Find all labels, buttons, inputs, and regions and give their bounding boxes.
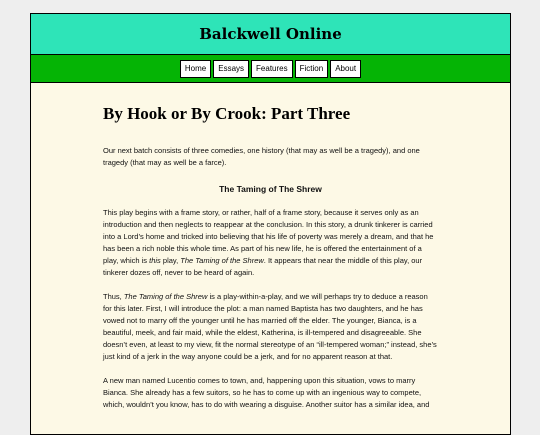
article-content bbox=[31, 103, 510, 411]
nav-home-link[interactable]: Home bbox=[180, 60, 211, 78]
nav-essays-link[interactable]: Essays bbox=[213, 60, 249, 78]
emphasis-text: this bbox=[149, 256, 161, 265]
paragraph-text: This play begins with a frame story, or rather, half of a frame story, because it serves only as an introduction and then neglects to reappear at the conclusion. In this story, a drunk tinkerer is carried into a Lord’s home and tricked into believing that his life of poverty was merely a dream, and that he has been a rich noble this whole time. As part of his new life, he is offered the entertainment of a play, which is bbox=[103, 208, 434, 265]
paragraph-text: is a play-within-a-play, and we will perhaps try to deduce a reason for this later. First, I will introduce the plot: a man named Baptista has two daughters, and he has vowed not to marry off the younger until he has married off the elder. The younger, Bianca, is a beautiful, meek, and fair maid, while the eldest, Katherina, is ill-tempered and disagreeable. She doesn’t even, at least to my view, fit the normal stereotype of an “ill-tempered woman;” instead, she’s just kind of a jerk in the way anyone could be a jerk, and for no apparent reason at that. bbox=[103, 292, 437, 361]
article-paragraph-1 bbox=[103, 207, 438, 279]
site-header bbox=[31, 14, 510, 55]
article-paragraph-3: A new man named Lucentio comes to town, and, happening upon this situation, vows to marry Bianca. She already has a few suitors, so he has to come up with an ingenious way to compete, which, wouldn’t you know, has to do with wearing a disguise. Another suitor has a similar idea, and bbox=[103, 376, 430, 409]
article-title: By Hook or By Crook: Part Three bbox=[103, 104, 351, 123]
page-container bbox=[30, 13, 511, 435]
article-intro: Our next batch consists of three comedies, one history (that may as well be a tragedy), and one tragedy (that may as well be a farce). bbox=[103, 146, 420, 167]
site-title[interactable]: Balckwell Online bbox=[199, 25, 342, 43]
nav-fiction-link[interactable]: Fiction bbox=[295, 60, 329, 78]
paragraph-text: . It appears that near the middle of this play, our tinkerer dozes off, never to be heard of again. bbox=[103, 256, 423, 277]
paragraph-text: play, bbox=[160, 256, 181, 265]
article-paragraph-2 bbox=[103, 291, 438, 363]
nav-features-link[interactable]: Features bbox=[251, 60, 293, 78]
paragraph-text: Thus, bbox=[103, 292, 124, 301]
section-heading: The Taming of The Shrew bbox=[219, 184, 322, 194]
play-title-text: The Taming of the Shrew bbox=[180, 256, 264, 265]
nav-about-link[interactable]: About bbox=[330, 60, 361, 78]
nav-bar bbox=[31, 55, 510, 83]
play-title-text: The Taming of the Shrew bbox=[123, 292, 208, 301]
